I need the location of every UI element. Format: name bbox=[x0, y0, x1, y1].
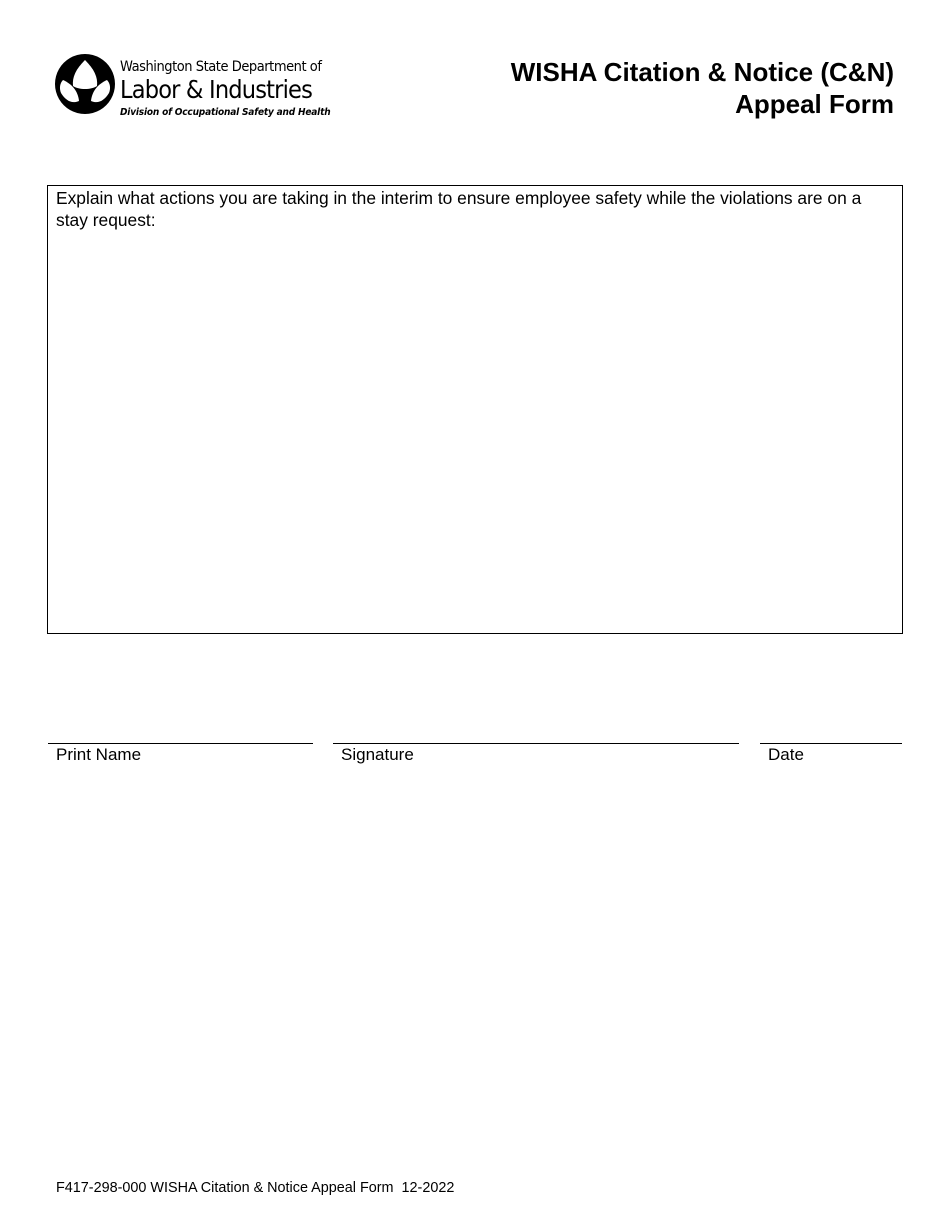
print-name-label: Print Name bbox=[56, 745, 142, 764]
form-title bbox=[511, 56, 894, 120]
labor-industries-logo-icon bbox=[54, 53, 116, 115]
agency-division: Division of Occupational Safety and Health bbox=[120, 107, 331, 118]
agency-logo bbox=[54, 53, 331, 128]
date-label: Date bbox=[768, 745, 804, 764]
signature-field[interactable] bbox=[333, 743, 739, 765]
date-field[interactable] bbox=[760, 743, 902, 765]
interim-actions-textbox[interactable] bbox=[47, 185, 903, 634]
form-title-line2: Appeal Form bbox=[735, 89, 894, 119]
form-title-line1: WISHA Citation & Notice (C&N) bbox=[510, 57, 894, 87]
signature-label: Signature bbox=[341, 745, 414, 764]
form-number-footer: F417-298-000 WISHA Citation & Notice Appeal Form 12-2022 bbox=[56, 1180, 455, 1196]
agency-name-line2: Labor & Industries bbox=[120, 75, 312, 104]
interim-actions-prompt: Explain what actions you are taking in the interim to ensure employee safety while the violations are on a stay request: bbox=[56, 188, 862, 230]
print-name-field[interactable] bbox=[48, 743, 313, 765]
agency-name-line1: Washington State Department of bbox=[120, 59, 322, 75]
agency-name bbox=[120, 59, 349, 120]
